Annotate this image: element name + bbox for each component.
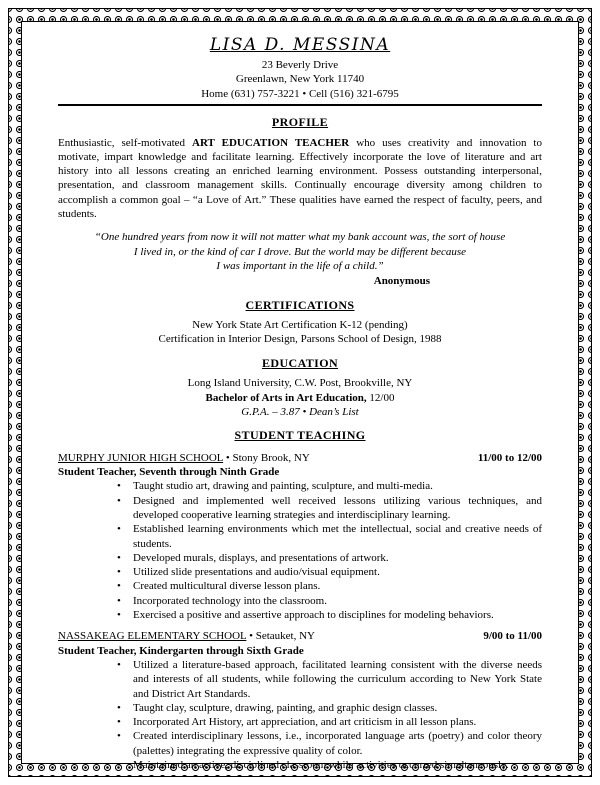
school-line bbox=[58, 451, 310, 465]
bullet-item: • Maintained an active, disciplined classroom while activities occurred simultaneously. bbox=[114, 758, 542, 772]
contact-line: Home (631) 757-3221 • Cell (516) 321-6795 bbox=[201, 87, 399, 100]
bullet-item: • Taught studio art, drawing and painting, sculpture, and multi-media. bbox=[114, 479, 542, 493]
job-bullet-list bbox=[58, 479, 542, 622]
job-title: Student Teacher, Seventh through Ninth Grade bbox=[58, 466, 280, 479]
school-location: • Setauket, NY bbox=[246, 630, 315, 643]
bullet-item: • Utilized a literature-based approach, facilitated learning consistent with the diverse needs and interests of all students, while following the curriculum according to New York State and District Art Standards. bbox=[114, 658, 542, 701]
certification-line-1: New York State Art Certification K-12 (pending) bbox=[192, 319, 408, 332]
school-line bbox=[58, 629, 315, 643]
student-teaching-heading: STUDENT TEACHING bbox=[234, 428, 366, 443]
bullet-item: • Utilized slide presentations and audio/visual equipment. bbox=[114, 565, 542, 579]
education-degree-bold: Bachelor of Arts in Art Education, bbox=[205, 391, 367, 404]
address-line2: Greenlawn, New York 11740 bbox=[235, 73, 365, 86]
bullet-item: • Incorporated technology into the classroom. bbox=[114, 594, 542, 608]
bullet-item: • Created interdisciplinary lessons, i.e., incorporated language arts (poetry) and color theory (palettes) integrating the expressive quality of color. bbox=[114, 729, 542, 758]
job-header bbox=[58, 629, 542, 643]
job-entry-nassakeag bbox=[58, 629, 542, 772]
profile-heading: PROFILE bbox=[271, 114, 329, 129]
job-header bbox=[58, 451, 542, 465]
quote-line-3: I was important in the life of a child.” bbox=[216, 259, 384, 272]
education-degree-date: 12/00 bbox=[366, 391, 395, 404]
education-heading: EDUCATION bbox=[261, 355, 339, 370]
bullet-item: • Designed and implemented well received lessons utilizing various techniques, and developed cooperative learning strategies and interdisciplinary learning. bbox=[114, 494, 542, 523]
profile-text-post: who uses creativity and innovation to motivate, impart knowledge and facilitate learning. Effectively incorporate the love of literature and art history into all lessons creating an enriched learning environment. Possess outstanding interpersonal, presentation, and classroom management skills. Continually encourage diversity among children to accomplish a common goal – “a Love of Art.” These qualities have earned the respect of faculty, peers, and students. bbox=[58, 136, 542, 221]
decorative-border bbox=[8, 8, 592, 777]
job-entry-murphy bbox=[58, 451, 542, 623]
bullet-item: • Developed murals, displays, and presentations of artwork. bbox=[114, 551, 542, 565]
profile-paragraph bbox=[58, 136, 542, 222]
resume-content bbox=[21, 21, 579, 772]
quote-line-2: I lived in, or the kind of car I drove. But the world may be different because bbox=[133, 245, 467, 258]
header-divider bbox=[58, 104, 542, 106]
job-dates: 11/00 to 12/00 bbox=[477, 451, 542, 464]
quote-attribution: Anonymous bbox=[373, 275, 430, 288]
quote-block bbox=[58, 230, 542, 273]
bullet-item: • Created multicultural diverse lesson plans. bbox=[114, 579, 542, 593]
candidate-name: LISA D. MESSINA bbox=[209, 35, 391, 55]
address-line1: 23 Beverly Drive bbox=[261, 59, 339, 72]
profile-text-pre: Enthusiastic, self-motivated bbox=[58, 136, 193, 149]
certifications-heading: CERTIFICATIONS bbox=[245, 297, 355, 312]
bullet-item: • Established learning environments which met the intellectual, social and creative needs of students. bbox=[114, 522, 542, 551]
education-school: Long Island University, C.W. Post, Brookville, NY bbox=[187, 377, 413, 390]
job-title: Student Teacher, Kindergarten through Sixth Grade bbox=[58, 644, 304, 657]
school-name: MURPHY JUNIOR HIGH SCHOOL bbox=[58, 451, 224, 464]
quote-line-1: “One hundred years from now it will not matter what my bank account was, the sort of house bbox=[94, 231, 506, 244]
bullet-item: • Exercised a positive and assertive approach to disciplines for modeling behaviors. bbox=[114, 608, 542, 622]
profile-text-bold: ART EDUCATION TEACHER bbox=[192, 136, 350, 149]
education-degree bbox=[58, 391, 542, 405]
bullet-item: • Incorporated Art History, art appreciation, and art criticism in all lesson plans. bbox=[114, 715, 542, 729]
job-dates: 9/00 to 11/00 bbox=[483, 630, 542, 643]
school-name: NASSAKEAG ELEMENTARY SCHOOL bbox=[58, 630, 247, 643]
education-gpa: G.P.A. – 3.87 • Dean’s List bbox=[241, 405, 359, 418]
job-bullet-list bbox=[58, 658, 542, 772]
bullet-item: • Taught clay, sculpture, drawing, painting, and graphic design classes. bbox=[114, 701, 542, 715]
certification-line-2: Certification in Interior Design, Parsons School of Design, 1988 bbox=[158, 333, 442, 346]
school-location: • Stony Brook, NY bbox=[223, 451, 310, 464]
